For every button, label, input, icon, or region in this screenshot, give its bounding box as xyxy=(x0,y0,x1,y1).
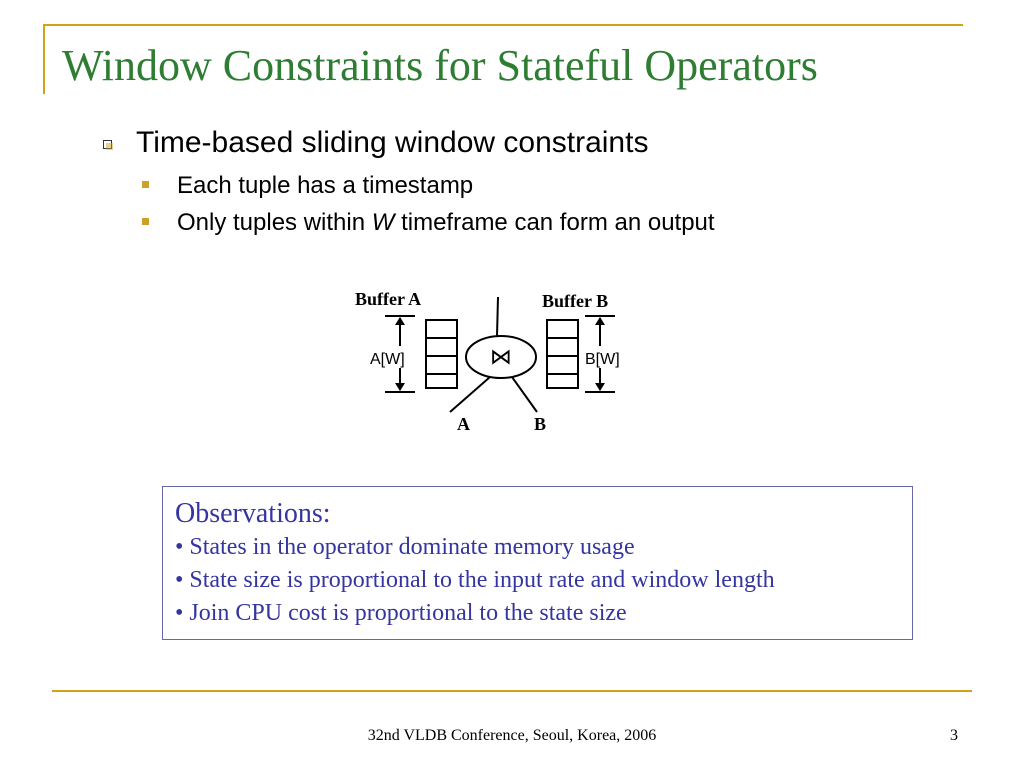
main-bullet-text: Time-based sliding window constraints xyxy=(136,126,649,159)
input-a-label: A xyxy=(457,414,470,434)
buffer-b-stack-icon xyxy=(547,320,578,388)
main-bullet xyxy=(103,126,648,160)
hollow-square-bullet-icon xyxy=(103,140,112,149)
observation-item: • States in the operator dominate memory usage xyxy=(175,534,635,560)
frame-top-rule xyxy=(43,24,963,26)
sub-bullet xyxy=(142,172,473,200)
footer-rule xyxy=(52,690,972,692)
observations-box xyxy=(162,486,913,640)
observations-heading: Observations: xyxy=(175,498,331,529)
window-a-label: A[W] xyxy=(370,351,405,368)
slide-title: Window Constraints for Stateful Operators xyxy=(62,41,818,90)
buffer-a-stack-icon xyxy=(426,320,457,388)
join-symbol-icon: ⋈ xyxy=(490,345,512,370)
sub-bullet-text: Only tuples within W timeframe can form an output xyxy=(177,209,715,236)
observation-item: • State size is proportional to the input rate and window length xyxy=(175,567,775,593)
footer-conference: 32nd VLDB Conference, Seoul, Korea, 2006 xyxy=(367,727,657,744)
input-edge-b xyxy=(512,377,537,412)
buffer-a-label: Buffer A xyxy=(355,289,422,309)
observation-item: • Join CPU cost is proportional to the state size xyxy=(175,600,627,626)
join-operator-diagram xyxy=(340,280,650,440)
window-b-label: B[W] xyxy=(585,351,620,368)
input-b-label: B xyxy=(534,414,547,434)
page-number: 3 xyxy=(950,727,958,744)
buffer-b-label: Buffer B xyxy=(542,291,609,311)
frame-left-rule xyxy=(43,24,45,94)
square-bullet-icon xyxy=(142,181,149,188)
sub-bullet xyxy=(142,209,715,237)
square-bullet-icon xyxy=(142,218,149,225)
sub-bullet-text: Each tuple has a timestamp xyxy=(177,172,474,199)
window-variable: W xyxy=(371,209,395,236)
output-edge xyxy=(497,297,498,336)
